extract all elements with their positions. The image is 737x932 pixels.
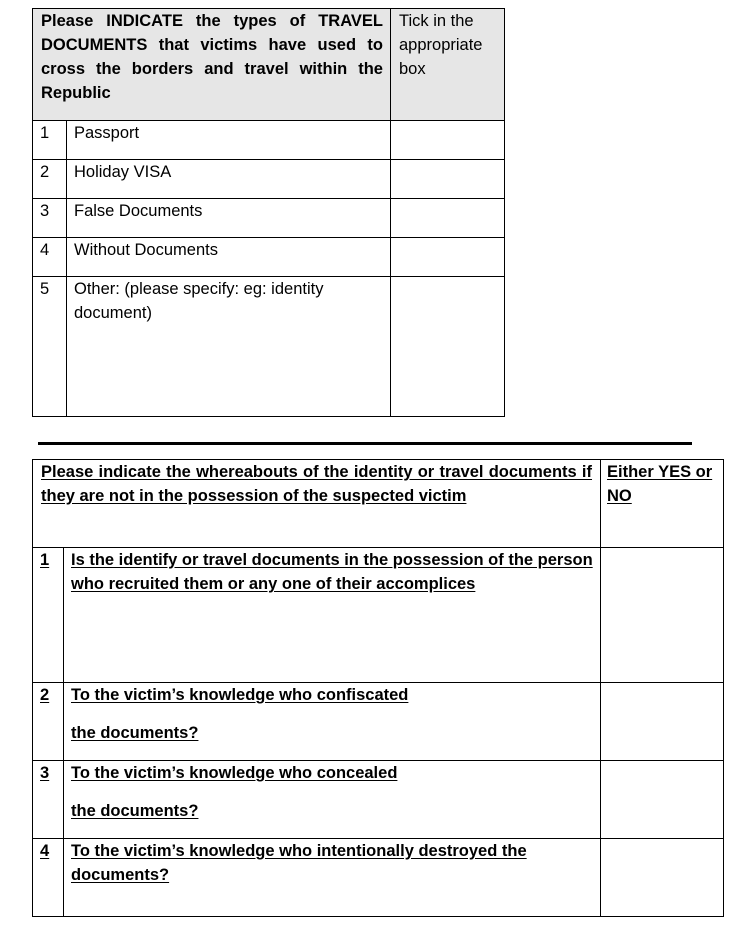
row-number: 1 — [33, 121, 67, 160]
answer-box-confiscated[interactable] — [601, 683, 724, 761]
question-text: To the victim’s knowledge who intentionally destroyed the documents? — [71, 842, 527, 884]
tick-box-without-documents[interactable] — [391, 238, 505, 277]
whereabouts-question-item — [64, 683, 601, 761]
travel-documents-table — [32, 8, 505, 417]
row-number: 2 — [33, 160, 67, 199]
document-whereabouts-table — [32, 459, 724, 917]
tick-column-header-text: Tick in the appropriate box — [399, 12, 483, 78]
row-number — [33, 548, 64, 683]
section-divider — [38, 442, 692, 445]
row-number: 5 — [33, 277, 67, 417]
question-text: To the victim’s knowledge who concealed — [71, 764, 398, 782]
answer-box-destroyed[interactable] — [601, 839, 724, 917]
row-number: 3 — [33, 199, 67, 238]
row-number — [33, 683, 64, 761]
document-type-label: Other: (please specify: eg: identity document) — [67, 277, 391, 417]
tick-box-false-documents[interactable] — [391, 199, 505, 238]
whereabouts-question — [33, 460, 601, 548]
question-text: Is the identify or travel documents in the possession of the person who recruited them or any one of their accomplices — [71, 551, 593, 593]
row-number-text: 2 — [40, 686, 50, 704]
travel-documents-question-text: Please INDICATE the types of TRAVEL DOCUMENTS that victims have used to cross the borders and travel within the Republic — [41, 12, 383, 102]
row-number — [33, 839, 64, 917]
document-type-label: Passport — [67, 121, 391, 160]
yes-no-column-header-text: Either YES or NO — [607, 463, 713, 505]
question-text: To the victim’s knowledge who confiscated — [71, 686, 409, 704]
tick-box-passport[interactable] — [391, 121, 505, 160]
question-text-continued: the documents? — [71, 724, 199, 742]
tick-box-holiday-visa[interactable] — [391, 160, 505, 199]
document-type-label: False Documents — [67, 199, 391, 238]
question-text-continued: the documents? — [71, 802, 199, 820]
row-number: 4 — [33, 238, 67, 277]
row-number — [33, 761, 64, 839]
travel-documents-question — [33, 9, 391, 121]
whereabouts-question-item — [64, 839, 601, 917]
row-number-text: 4 — [40, 842, 50, 860]
whereabouts-question-item — [64, 761, 601, 839]
row-number-text: 1 — [40, 551, 50, 569]
whereabouts-question-text: Please indicate the whereabouts of the identity or travel documents if they are not in the possession of the suspected victim — [41, 463, 593, 505]
tick-box-other[interactable] — [391, 277, 505, 417]
document-type-label: Without Documents — [67, 238, 391, 277]
answer-box-recruiter[interactable] — [601, 548, 724, 683]
row-number-text: 3 — [40, 764, 50, 782]
tick-column-header — [391, 9, 505, 121]
answer-box-concealed[interactable] — [601, 761, 724, 839]
document-type-label: Holiday VISA — [67, 160, 391, 199]
whereabouts-question-item — [64, 548, 601, 683]
yes-no-column-header — [601, 460, 724, 548]
